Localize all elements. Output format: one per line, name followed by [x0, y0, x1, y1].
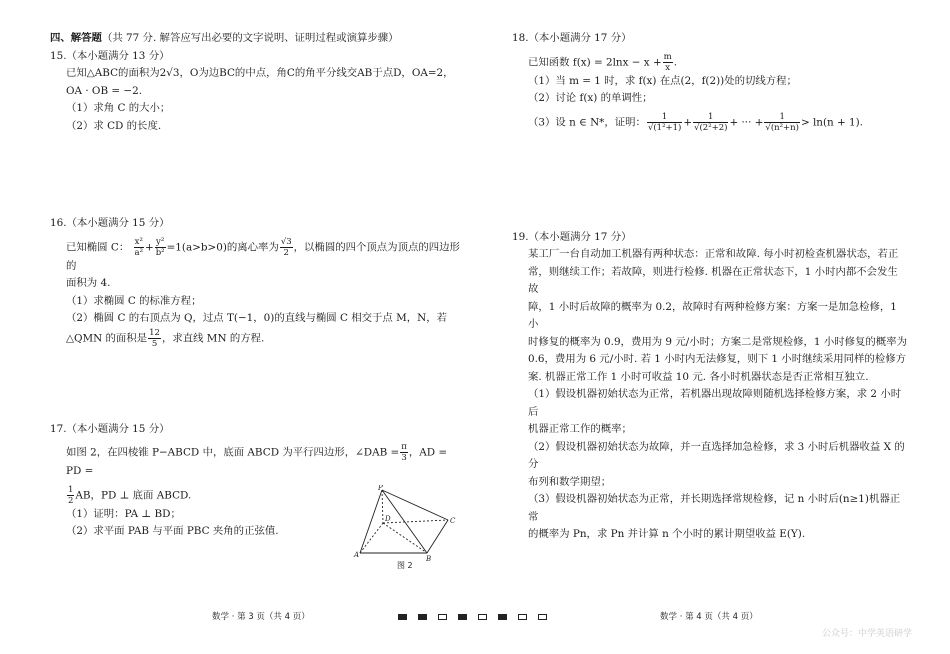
term-2-fraction: $\frac{1}{\text{√(2²+2)}}$	[694, 111, 728, 133]
figure-caption: 图 2	[397, 561, 413, 570]
area-fraction	[148, 328, 161, 349]
m-num: m	[663, 51, 672, 62]
footer-page-4: 数学 · 第 4 页（共 4 页）	[660, 612, 758, 622]
registration-marks	[398, 614, 547, 620]
edge-db	[383, 523, 427, 553]
q17-text-c: AB，PD ⊥ 底面 ABCD.	[75, 489, 192, 501]
footer-page-3: 数学 · 第 3 页（共 4 页）	[212, 612, 310, 622]
question-16-head: 16.（本小题满分 15 分）	[50, 217, 170, 229]
pyramid-figure	[352, 485, 462, 570]
q18-part3-text: （3）设 n ∈ N*，证明：	[528, 116, 646, 128]
question-15-line2: OA · OB = −2.	[66, 84, 143, 97]
ecc-num: √3	[280, 236, 292, 247]
registration-mark	[518, 614, 527, 620]
question-18	[512, 30, 908, 133]
registration-mark	[458, 614, 467, 620]
q16-text-b: =1(a>b>0)的离心率为	[166, 241, 279, 253]
q16-text-c: ，以椭圆的四个顶点为顶点的四边形的	[66, 241, 460, 272]
question-17-line1	[66, 442, 462, 481]
watermark: 公众号：中学英语研学	[822, 629, 913, 639]
term-1-den: √(1²+1)	[647, 122, 682, 133]
question-19-part3-cont: 的概率为 Pn，求 Pn 并计算 n 个小时的累计期望收益 E(Y).	[528, 528, 806, 540]
question-15-head: 15.（本小题满分 13 分）	[50, 49, 170, 62]
question-18-part3: （3）设 n ∈ N*，证明： $\frac{1}{\text{√(1²+1)}}$ + $\frac{1}{\text{√(2²+2)}}$ + ··· + $\frac{1}{\text{√(n²+n)}}$ > ln(n + 1).	[528, 111, 863, 133]
q17-text-a: 如图 2，在四棱锥 P−ABCD 中，底面 ABCD 为平行四边形，∠DAB =	[66, 446, 400, 459]
question-19-part2-cont: 布列和数学期望；	[528, 475, 612, 488]
label-b: B	[426, 555, 432, 563]
question-19-part3: （3）假设机器初始状态为正常，并长期选择常规检修，记 n 小时后(n≥1)机器正常	[528, 493, 901, 523]
question-19-body-line: 0.6，费用为 6 元/小时. 若 1 小时内无法修复，则下 1 小时继续采用同样的检修方	[528, 353, 906, 365]
left-column	[50, 30, 462, 541]
q18-dots: + ··· +	[729, 116, 764, 128]
question-16-part1: （1）求椭圆 C 的标准方程；	[66, 294, 202, 307]
question-19-body-line: 障，1 小时后故障的概率为 0.2，故障时有两种检修方案：方案一是加急检修，1 小	[528, 300, 897, 330]
label-a: A	[354, 551, 360, 559]
pi-den: 3	[401, 453, 407, 463]
label-d: D	[385, 515, 391, 523]
question-18-line1	[528, 52, 908, 73]
question-19-body-line: 某工厂一台自动加工机器有两种状态：正常和故障. 每小时初检查机器状态，若正	[528, 248, 899, 260]
ellipse-x-term: $\frac{\text{x²}}{\text{a²}}$	[134, 236, 144, 258]
question-19-body-line: 案. 机器正常工作 1 小时可收益 10 元. 各小时机器状态是否正常相互独立.	[528, 370, 869, 383]
registration-mark	[398, 614, 407, 620]
question-16-line2: 面积为 4.	[66, 277, 111, 289]
half-fraction	[67, 485, 74, 506]
right-column	[512, 30, 908, 544]
question-16-line1: 已知椭圆 C： $\frac{\text{x²}}{\text{a²}}$ + $\frac{\text{y²}}{\text{b²}}$ =1(a>b>0)的离心率为 $\frac{√3}{2}$ ，以椭圆的四个顶点为顶点的四边形的	[66, 236, 460, 272]
registration-mark	[418, 614, 427, 620]
area-den: 5	[151, 338, 158, 349]
question-15-part1: （1）求角 C 的大小；	[66, 102, 171, 114]
question-19-part2: （2）假设机器初始状态为故障，并一直选择加急检修，求 3 小时后机器收益 X 的分	[528, 440, 905, 470]
pi-num: π	[401, 442, 407, 452]
question-19-part1: （1）假设机器初始状态为正常，若机器出现故障则随机选择检修方案，求 2 小时后	[528, 388, 902, 418]
section-title	[50, 30, 462, 48]
q16-area-text: △QMN 的面积是	[66, 332, 148, 344]
registration-mark	[478, 614, 487, 620]
edge-pd	[382, 490, 383, 523]
question-16	[50, 215, 462, 349]
q18-func-text: 已知函数 f(x) = 2lnx − x +	[528, 56, 662, 68]
ecc-den: 2	[283, 247, 289, 258]
label-c: C	[450, 517, 456, 525]
registration-mark	[498, 614, 507, 620]
question-19-head: 19.（本小题满分 17 分）	[512, 230, 632, 243]
question-15-line1: 已知△ABC的面积为2√3，O为边BC的中点，角C的角平分线交AB于点D，OA=2，	[66, 67, 454, 79]
question-17-head: 17.（本小题满分 15 分）	[50, 422, 170, 435]
q18-func-end: .	[673, 56, 678, 68]
edge-pa	[360, 490, 382, 553]
question-15	[50, 48, 462, 136]
question-18-part2: （2）讨论 f(x) 的单调性；	[528, 92, 653, 104]
term-1-fraction: $\frac{1}{\text{√(1²+1)}}$	[647, 111, 682, 133]
question-18-head: 18.（本小题满分 17 分）	[512, 32, 632, 44]
question-18-part1: （1）当 m = 1 时，求 f(x) 在点(2，f(2))处的切线方程；	[528, 74, 797, 87]
label-p: P	[378, 485, 383, 492]
angle-fraction	[400, 442, 408, 463]
section-note: （共 77 分. 解答应写出必要的文字说明、证明过程或演算步骤）	[101, 32, 399, 44]
question-16-part2: （2）椭圆 C 的右顶点为 Q，过点 T(−1，0)的直线与椭圆 C 相交于点 M，N，若	[66, 312, 448, 324]
edge-bc	[427, 520, 448, 553]
question-19	[512, 229, 908, 544]
registration-mark	[438, 614, 447, 620]
question-19-part1-cont: 机器正常工作的概率；	[528, 423, 632, 435]
term-n-den: √(n²+n)	[765, 122, 799, 133]
q16-text-a: 已知椭圆 C：	[66, 241, 130, 253]
q17-text-b: ，AD = PD =	[66, 446, 448, 477]
edge-ad	[360, 523, 383, 553]
question-17-part2: （2）求平面 PAB 与平面 PBC 夹角的正弦值.	[66, 525, 279, 537]
question-19-body-line: 时修复的概率为 0.9，费用为 9 元/小时；方案二是常规检修，1 小时修复的概率为	[528, 335, 907, 348]
term-n-fraction: $\frac{1}{\text{√(n²+n)}}$	[765, 111, 799, 133]
area-num: 12	[149, 327, 160, 338]
question-16-part2-cont	[66, 328, 462, 349]
term-2-den: √(2²+2)	[694, 122, 728, 133]
registration-mark	[538, 614, 547, 620]
q16-area-text-end: ，求直线 MN 的方程.	[161, 332, 265, 344]
m-over-x-fraction	[663, 52, 673, 73]
question-17-part1: （1）证明：PA ⊥ BD；	[66, 507, 181, 520]
edge-pc	[382, 490, 448, 520]
half-den: 2	[68, 495, 74, 506]
x-den: x	[665, 62, 671, 73]
section-title-text: 四、解答题	[50, 32, 102, 44]
question-15-part2: （2）求 CD 的长度.	[66, 119, 162, 132]
edge-dc	[383, 520, 448, 523]
q18-part3-end: > ln(n + 1).	[800, 116, 863, 128]
half-num: 1	[68, 484, 74, 495]
question-19-body-line: 常，则继续工作；若故障，则进行检修. 机器在正常状态下，1 小时内都不会发生故	[528, 265, 898, 295]
ellipse-y-term: $\frac{\text{y²}}{\text{b²}}$	[155, 236, 165, 258]
eccentricity-fraction	[280, 237, 293, 258]
